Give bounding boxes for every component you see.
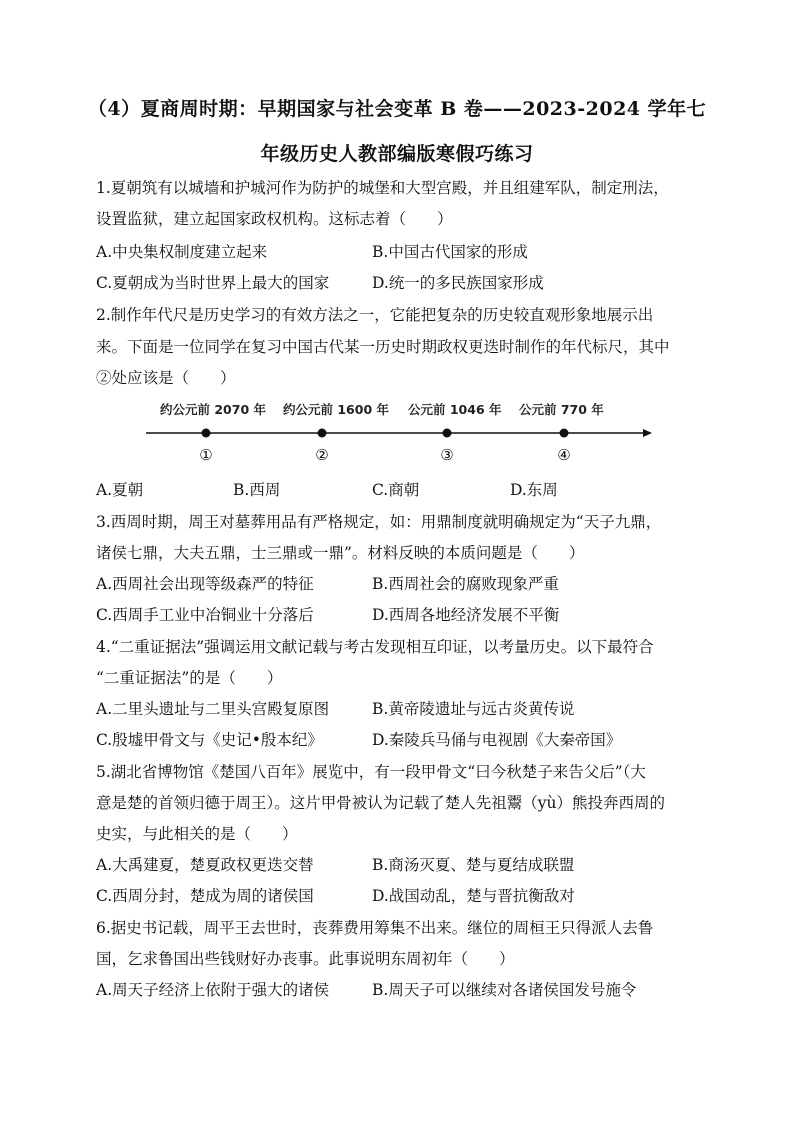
question-4-option-a: A.二里头遗址与二里头宫殿复原图	[96, 700, 330, 718]
question-4-line-1: 4.“二重证据法”强调运用文献记载与考古发现相互印证，以考量历史。以下最符合	[96, 638, 654, 656]
question-1-option-d: D.统一的多民族国家形成	[372, 274, 544, 292]
question-2-line-3: ②处应该是（ ）	[96, 369, 236, 387]
question-5-option-c: C.西周分封，楚成为周的诸侯国	[96, 887, 314, 905]
question-3-line-2: 诸侯七鼎，大夫五鼎，士三鼎或一鼎”。材料反映的本质问题是（ ）	[96, 544, 585, 562]
question-2-option-b: B.西周	[233, 481, 281, 499]
question-3-option-b: B.西周社会的腐败现象严重	[372, 575, 559, 593]
timeline-date-1: 约公元前 2070 年	[160, 402, 266, 417]
timeline-marker-4: ④	[557, 446, 571, 464]
question-3-option-a: A.西周社会出现等级森严的特征	[96, 575, 314, 593]
question-6-option-b: B.周天子可以继续对各诸侯国发号施令	[372, 981, 637, 999]
timeline-date-4: 公元前 770 年	[519, 402, 604, 417]
question-4-option-d: D.秦陵兵马俑与电视剧《大秦帝国》	[372, 731, 622, 749]
question-2-line-2: 来。下面是一位同学在复习中国古代某一历史时期政权更迭时制作的年代标尺，其中	[96, 338, 670, 356]
question-5-line-3: 史实，与此相关的是（ ）	[96, 825, 298, 843]
page-title-line-2: 年级历史人教部编版寒假巧练习	[260, 143, 534, 165]
timeline-dot-3	[443, 429, 452, 438]
question-5-option-d: D.战国动乱，楚与晋抗衡敌对	[372, 887, 575, 905]
question-5-line-1: 5.湖北省博物馆《楚国八百年》展览中，有一段甲骨文“曰今秋楚子来告父后”（大	[96, 763, 646, 781]
timeline-dot-4	[560, 429, 569, 438]
question-1-line-2: 设置监狱，建立起国家政权机构。这标志着（ ）	[96, 210, 453, 228]
question-4-line-2: “二重证据法”的是（ ）	[96, 669, 283, 687]
question-3-option-d: D.西周各地经济发展不平衡	[372, 606, 560, 624]
timeline-arrow-icon	[643, 429, 652, 437]
timeline-date-2: 约公元前 1600 年	[283, 402, 389, 417]
timeline-marker-3: ③	[440, 446, 454, 464]
timeline-figure	[140, 398, 660, 468]
question-5-option-b: B.商汤灭夏、楚与夏结成联盟	[372, 856, 575, 874]
question-6-option-a: A.周天子经济上依附于强大的诸侯	[96, 981, 330, 999]
question-4-option-b: B.黄帝陵遗址与远古炎黄传说	[372, 700, 575, 718]
question-6-line-1: 6.据史书记载，周平王去世时，丧葬费用筹集不出来。继位的周桓王只得派人去鲁	[96, 919, 654, 937]
timeline-dot-2	[318, 429, 327, 438]
timeline-date-3: 公元前 1046 年	[408, 402, 502, 417]
question-5-line-2: 意是楚的首领归德于周王）。这片甲骨被认为记载了楚人先祖鬻（yù）熊投奔西周的	[96, 794, 665, 812]
question-4-option-c: C.殷墟甲骨文与《史记•殷本纪》	[96, 731, 323, 749]
timeline-marker-2: ②	[315, 446, 329, 464]
timeline-dot-1	[202, 429, 211, 438]
question-3-line-1: 3.西周时期，周王对墓葬用品有严格规定，如：用鼎制度就明确规定为“天子九鼎，	[96, 513, 662, 531]
question-6-line-2: 国，乞求鲁国出些钱财好办丧事。此事说明东周初年（ ）	[96, 950, 515, 968]
question-2-line-1: 2.制作年代尺是历史学习的有效方法之一，它能把复杂的历史较直观形象地展示出	[96, 306, 654, 324]
question-3-option-c: C.西周手工业中冶铜业十分落后	[96, 606, 314, 624]
question-1-option-b: B.中国古代国家的形成	[372, 243, 528, 261]
timeline-marker-1: ①	[199, 446, 213, 464]
page-title-line-1: （4）夏商周时期：早期国家与社会变革 B 卷——2023-2024 学年七	[87, 98, 707, 120]
question-1-line-1: 1.夏朝筑有以城墙和护城河作为防护的城堡和大型宫殿，并且组建军队，制定刑法，	[96, 179, 669, 197]
timeline-date-labels	[160, 402, 604, 417]
question-1-option-a: A.中央集权制度建立起来	[96, 243, 268, 261]
question-2-option-d: D.东周	[510, 481, 558, 499]
question-2-option-c: C.商朝	[372, 481, 420, 499]
question-1-option-c: C.夏朝成为当时世界上最大的国家	[96, 274, 330, 292]
question-5-option-a: A.大禹建夏，楚夏政权更迭交替	[96, 856, 314, 874]
question-2-option-a: A.夏朝	[96, 481, 144, 499]
